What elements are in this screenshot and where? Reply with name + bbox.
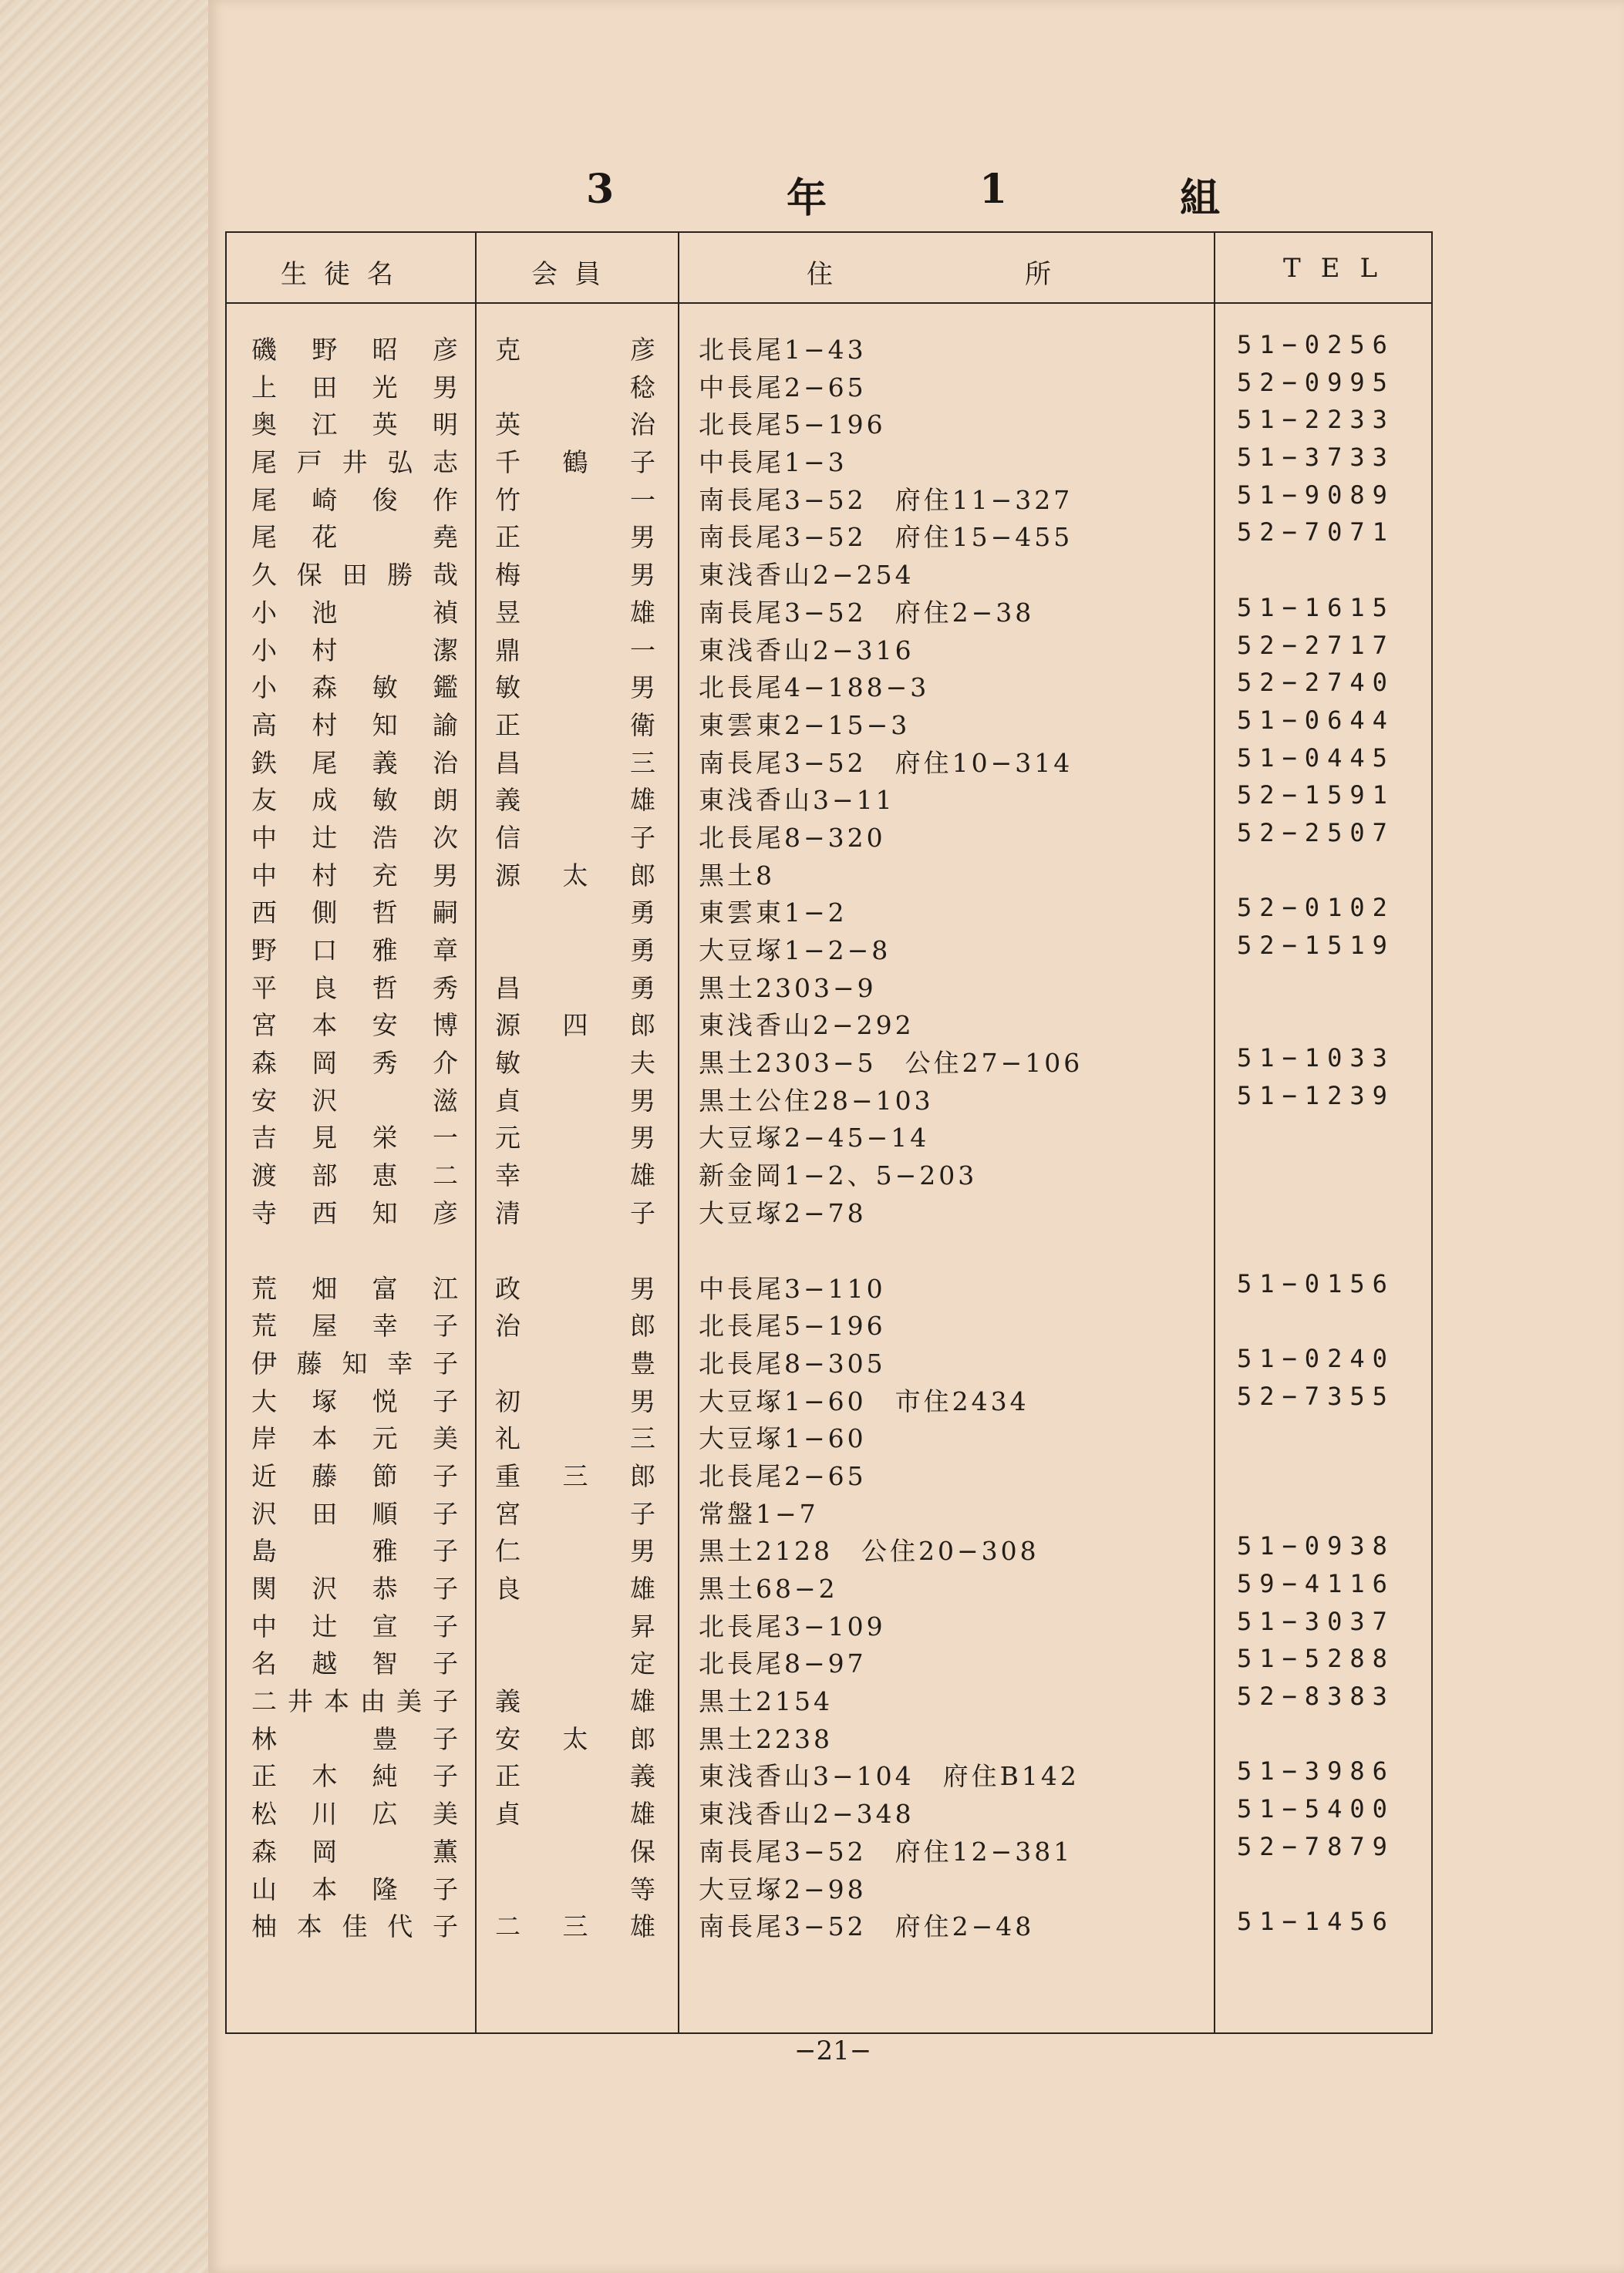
tel-number: 51−0156 bbox=[1237, 1268, 1395, 1298]
member-name: 正 男 bbox=[495, 522, 655, 553]
student-name: 荒 畑 富 江 bbox=[251, 1273, 458, 1304]
member-name: 源 太 郎 bbox=[495, 860, 655, 891]
tel-number: 52−7071 bbox=[1237, 517, 1395, 547]
student-name: 小 池 禎 bbox=[251, 597, 458, 628]
tel-number: 52−2507 bbox=[1237, 817, 1395, 847]
table-row bbox=[227, 813, 1431, 851]
address: 東雲東2−15−3 bbox=[699, 709, 911, 740]
tel-number: 51−1033 bbox=[1237, 1043, 1395, 1073]
table-row bbox=[227, 1639, 1431, 1677]
address: 大豆塚1−60 bbox=[699, 1423, 867, 1454]
address: 南長尾3−52 府住10−314 bbox=[699, 747, 1073, 778]
table-row bbox=[227, 1752, 1431, 1790]
address: 中長尾1−3 bbox=[699, 447, 847, 478]
table-row bbox=[227, 1452, 1431, 1490]
member-name: 礼 三 bbox=[495, 1423, 655, 1454]
table-row bbox=[227, 476, 1431, 514]
member-name: 克 彦 bbox=[495, 335, 655, 365]
table-row bbox=[227, 1490, 1431, 1527]
student-name: 岸 本 元 美 bbox=[251, 1423, 458, 1454]
student-name: 柚 本 佳 代 子 bbox=[251, 1911, 458, 1942]
student-name: 松 川 広 美 bbox=[251, 1799, 458, 1830]
table-row bbox=[227, 1001, 1431, 1039]
table-row bbox=[227, 851, 1431, 889]
tel-number: 51−3037 bbox=[1237, 1606, 1395, 1636]
title-group: 組 bbox=[1180, 175, 1221, 222]
member-name: 英 治 bbox=[495, 409, 655, 440]
table-row bbox=[227, 588, 1431, 626]
tel-number: 59−4116 bbox=[1237, 1569, 1395, 1598]
member-name: 正 衛 bbox=[495, 709, 655, 740]
member-name: 貞 男 bbox=[495, 1085, 655, 1116]
address: 北長尾1−43 bbox=[699, 335, 867, 365]
tel-number: 51−0256 bbox=[1237, 330, 1395, 359]
member-name: 源 四 郎 bbox=[495, 1010, 655, 1041]
member-name: 二 三 雄 bbox=[495, 1911, 655, 1942]
member-name: 治 郎 bbox=[495, 1311, 655, 1342]
student-name: 野 口 雅 章 bbox=[251, 935, 458, 965]
tel-number: 52−8383 bbox=[1237, 1682, 1395, 1712]
address: 東雲東1−2 bbox=[699, 897, 847, 928]
tel-number: 51−9089 bbox=[1237, 480, 1395, 510]
student-name: 西 側 哲 嗣 bbox=[251, 897, 458, 928]
table-row bbox=[227, 400, 1431, 438]
address: 北長尾4−188−3 bbox=[699, 672, 930, 703]
address: 新金岡1−2、5−203 bbox=[699, 1160, 978, 1191]
member-name: 宮 子 bbox=[495, 1498, 655, 1529]
table-row bbox=[227, 1602, 1431, 1640]
member-name: 千 鶴 子 bbox=[495, 447, 655, 478]
table-row bbox=[227, 1715, 1431, 1753]
tel-number: 51−0938 bbox=[1237, 1531, 1395, 1561]
student-name: 荒 屋 幸 子 bbox=[251, 1311, 458, 1342]
address: 北長尾8−97 bbox=[699, 1648, 867, 1679]
member-name: 昌 三 bbox=[495, 747, 655, 778]
address: 東浅香山3−11 bbox=[699, 785, 895, 816]
tel-number: 52−2740 bbox=[1237, 668, 1395, 698]
table-body bbox=[227, 325, 1431, 1940]
address: 北長尾2−65 bbox=[699, 1460, 867, 1491]
background-left bbox=[0, 0, 208, 2273]
address: 東浅香山2−292 bbox=[699, 1010, 915, 1041]
member-name: 昌 勇 bbox=[495, 972, 655, 1003]
student-name: 二 井 本 由 美 子 bbox=[251, 1686, 458, 1717]
page-title bbox=[224, 166, 1427, 227]
student-name: 近 藤 節 子 bbox=[251, 1460, 458, 1491]
address: 南長尾3−52 府住2−38 bbox=[699, 597, 1035, 628]
member-name: 鼎 一 bbox=[495, 635, 655, 665]
student-name: 山 本 隆 子 bbox=[251, 1874, 458, 1904]
table-row bbox=[227, 926, 1431, 964]
table-row bbox=[227, 626, 1431, 664]
student-name: 宮 本 安 博 bbox=[251, 1010, 458, 1041]
tel-number: 51−0240 bbox=[1237, 1343, 1395, 1373]
tel-number: 51−1456 bbox=[1237, 1907, 1395, 1937]
member-name: 正 義 bbox=[495, 1761, 655, 1792]
header-address-2: 所 bbox=[1025, 259, 1051, 290]
address: 北長尾3−109 bbox=[699, 1611, 886, 1642]
member-name: 等 bbox=[630, 1874, 655, 1904]
table-row bbox=[227, 1527, 1431, 1567]
student-name: 森 岡 薫 bbox=[251, 1836, 458, 1867]
student-name: 尾 崎 俊 作 bbox=[251, 484, 458, 515]
student-name: 中 辻 宣 子 bbox=[251, 1611, 458, 1642]
tel-number: 52−1591 bbox=[1237, 780, 1395, 810]
student-name: 安 沢 滋 bbox=[251, 1085, 458, 1116]
member-name: 稔 bbox=[630, 372, 655, 402]
member-name: 元 男 bbox=[495, 1123, 655, 1153]
student-name: 尾 戸 井 弘 志 bbox=[251, 447, 458, 478]
student-name: 上 田 光 男 bbox=[251, 372, 458, 402]
student-name: 磯 野 昭 彦 bbox=[251, 335, 458, 365]
address: 黒土2154 bbox=[699, 1686, 833, 1717]
student-name: 平 良 哲 秀 bbox=[251, 972, 458, 1003]
member-name: 幸 雄 bbox=[495, 1160, 655, 1191]
table-row bbox=[227, 663, 1431, 701]
student-name: 友 成 敏 朗 bbox=[251, 785, 458, 816]
table-row bbox=[227, 1339, 1431, 1377]
student-name: 久 保 田 勝 哉 bbox=[251, 560, 458, 591]
member-name: 勇 bbox=[630, 897, 655, 928]
student-name: 渡 部 恵 二 bbox=[251, 1160, 458, 1191]
table-row bbox=[227, 1113, 1431, 1151]
address: 黒土2128 公住20−308 bbox=[699, 1536, 1039, 1567]
address: 黒土2238 bbox=[699, 1723, 833, 1754]
member-name: 昇 bbox=[630, 1611, 655, 1642]
tel-number: 51−5400 bbox=[1237, 1794, 1395, 1824]
address: 常盤1−7 bbox=[699, 1498, 819, 1529]
table-row bbox=[227, 1677, 1431, 1715]
table-row bbox=[227, 1827, 1431, 1865]
table-row bbox=[227, 701, 1431, 739]
table-row bbox=[227, 1076, 1431, 1114]
table-row bbox=[227, 1377, 1431, 1415]
student-name: 名 越 智 子 bbox=[251, 1648, 458, 1679]
table-row bbox=[227, 1302, 1431, 1342]
tel-number: 52−2717 bbox=[1237, 630, 1395, 660]
table-row bbox=[227, 1189, 1431, 1227]
student-name: 中 辻 浩 次 bbox=[251, 822, 458, 853]
roster-table bbox=[225, 231, 1433, 2034]
address: 大豆塚2−98 bbox=[699, 1874, 867, 1904]
tel-number: 52−1519 bbox=[1237, 931, 1395, 960]
student-name: 高 村 知 諭 bbox=[251, 709, 458, 740]
header-address-1: 住 bbox=[807, 259, 833, 290]
student-name: 伊 藤 知 幸 子 bbox=[251, 1348, 458, 1379]
address: 黒土68−2 bbox=[699, 1574, 838, 1604]
address: 東浅香山2−316 bbox=[699, 635, 915, 665]
header-student: 生徒名 bbox=[281, 259, 410, 290]
address: 大豆塚1−2−8 bbox=[699, 935, 891, 965]
tel-number: 51−0644 bbox=[1237, 705, 1395, 735]
address: 北長尾8−305 bbox=[699, 1348, 886, 1379]
table-row bbox=[227, 1264, 1431, 1302]
tel-number: 51−2233 bbox=[1237, 405, 1395, 435]
table-row bbox=[227, 325, 1431, 363]
address: 南長尾3−52 府住2−48 bbox=[699, 1911, 1035, 1942]
page-number: −21− bbox=[794, 2036, 872, 2066]
student-name: 沢 田 順 子 bbox=[251, 1498, 458, 1529]
member-name: 竹 一 bbox=[495, 484, 655, 515]
table-row bbox=[227, 1039, 1431, 1079]
address: 大豆塚1−60 市住2434 bbox=[699, 1386, 1029, 1416]
table-row bbox=[227, 551, 1431, 591]
tel-number: 52−7879 bbox=[1237, 1831, 1395, 1861]
student-name: 尾 花 堯 bbox=[251, 522, 458, 553]
member-name: 貞 雄 bbox=[495, 1799, 655, 1830]
title-grade: 3 bbox=[586, 166, 615, 213]
address: 東浅香山2−254 bbox=[699, 560, 915, 591]
address: 大豆塚2−78 bbox=[699, 1197, 867, 1228]
member-name: 梅 男 bbox=[495, 560, 655, 591]
header-divider bbox=[227, 302, 1431, 304]
address: 中長尾2−65 bbox=[699, 372, 867, 402]
member-name: 敏 男 bbox=[495, 672, 655, 703]
address: 北長尾8−320 bbox=[699, 822, 886, 853]
table-row bbox=[227, 1790, 1431, 1830]
address: 東浅香山2−348 bbox=[699, 1799, 915, 1830]
address: 黒土8 bbox=[699, 860, 775, 891]
address: 南長尾3−52 府住15−455 bbox=[699, 522, 1073, 553]
member-name: 政 男 bbox=[495, 1273, 655, 1304]
address: 中長尾3−110 bbox=[699, 1273, 886, 1304]
tel-number: 51−0445 bbox=[1237, 743, 1395, 773]
student-name: 正 木 純 子 bbox=[251, 1761, 458, 1792]
member-name: 敏 夫 bbox=[495, 1048, 655, 1079]
table-row bbox=[227, 1564, 1431, 1602]
member-name: 定 bbox=[630, 1648, 655, 1679]
member-name: 義 雄 bbox=[495, 785, 655, 816]
table-row bbox=[227, 739, 1431, 776]
table-row bbox=[227, 513, 1431, 551]
member-name: 勇 bbox=[630, 935, 655, 965]
member-name: 安 太 郎 bbox=[495, 1723, 655, 1754]
tel-number: 52−0995 bbox=[1237, 367, 1395, 397]
header-tel: TEL bbox=[1283, 253, 1398, 284]
table-row bbox=[227, 776, 1431, 816]
address: 南長尾3−52 府住11−327 bbox=[699, 484, 1073, 515]
member-name: 仁 男 bbox=[495, 1536, 655, 1567]
table-row bbox=[227, 1865, 1431, 1903]
student-name: 森 岡 秀 介 bbox=[251, 1048, 458, 1079]
address: 大豆塚2−45−14 bbox=[699, 1123, 930, 1153]
student-name: 関 沢 恭 子 bbox=[251, 1574, 458, 1604]
member-name: 重 三 郎 bbox=[495, 1460, 655, 1491]
address: 北長尾5−196 bbox=[699, 409, 886, 440]
student-name: 奥 江 英 明 bbox=[251, 409, 458, 440]
member-name: 豊 bbox=[630, 1348, 655, 1379]
member-name: 義 雄 bbox=[495, 1686, 655, 1717]
tel-number: 51−5288 bbox=[1237, 1644, 1395, 1674]
student-name: 島 雅 子 bbox=[251, 1536, 458, 1567]
table-row bbox=[227, 1414, 1431, 1452]
tel-number: 51−3733 bbox=[1237, 443, 1395, 473]
member-name: 昱 雄 bbox=[495, 597, 655, 628]
table-row bbox=[227, 438, 1431, 476]
member-name: 初 男 bbox=[495, 1386, 655, 1416]
address: 黒土公住28−103 bbox=[699, 1085, 934, 1116]
table-row bbox=[227, 964, 1431, 1002]
table-row bbox=[227, 1151, 1431, 1189]
address: 黒土2303−9 bbox=[699, 972, 877, 1003]
member-name: 良 雄 bbox=[495, 1574, 655, 1604]
student-name: 鉄 尾 義 治 bbox=[251, 747, 458, 778]
student-name: 大 塚 悦 子 bbox=[251, 1386, 458, 1416]
student-name: 林 豊 子 bbox=[251, 1723, 458, 1754]
address: 東浅香山3−104 府住B142 bbox=[699, 1761, 1080, 1792]
member-name: 保 bbox=[630, 1836, 655, 1867]
student-name: 小 村 潔 bbox=[251, 635, 458, 665]
member-name: 清 子 bbox=[495, 1197, 655, 1228]
header-member: 会員 bbox=[531, 259, 618, 290]
title-class: 1 bbox=[979, 166, 1008, 213]
address: 黒土2303−5 公住27−106 bbox=[699, 1048, 1083, 1079]
member-name: 信 子 bbox=[495, 822, 655, 853]
table-spacer bbox=[227, 1227, 1431, 1264]
title-year: 年 bbox=[787, 175, 827, 222]
tel-number: 51−1615 bbox=[1237, 592, 1395, 622]
student-name: 小 森 敏 鑑 bbox=[251, 672, 458, 703]
tel-number: 51−3986 bbox=[1237, 1756, 1395, 1786]
tel-number: 52−7355 bbox=[1237, 1381, 1395, 1411]
tel-number: 52−0102 bbox=[1237, 893, 1395, 923]
table-row bbox=[227, 1902, 1431, 1940]
student-name: 中 村 充 男 bbox=[251, 860, 458, 891]
table-row bbox=[227, 888, 1431, 926]
address: 南長尾3−52 府住12−381 bbox=[699, 1836, 1073, 1867]
address: 北長尾5−196 bbox=[699, 1311, 886, 1342]
tel-number: 51−1239 bbox=[1237, 1080, 1395, 1110]
student-name: 寺 西 知 彦 bbox=[251, 1197, 458, 1228]
student-name: 吉 見 栄 一 bbox=[251, 1123, 458, 1153]
table-row bbox=[227, 363, 1431, 401]
